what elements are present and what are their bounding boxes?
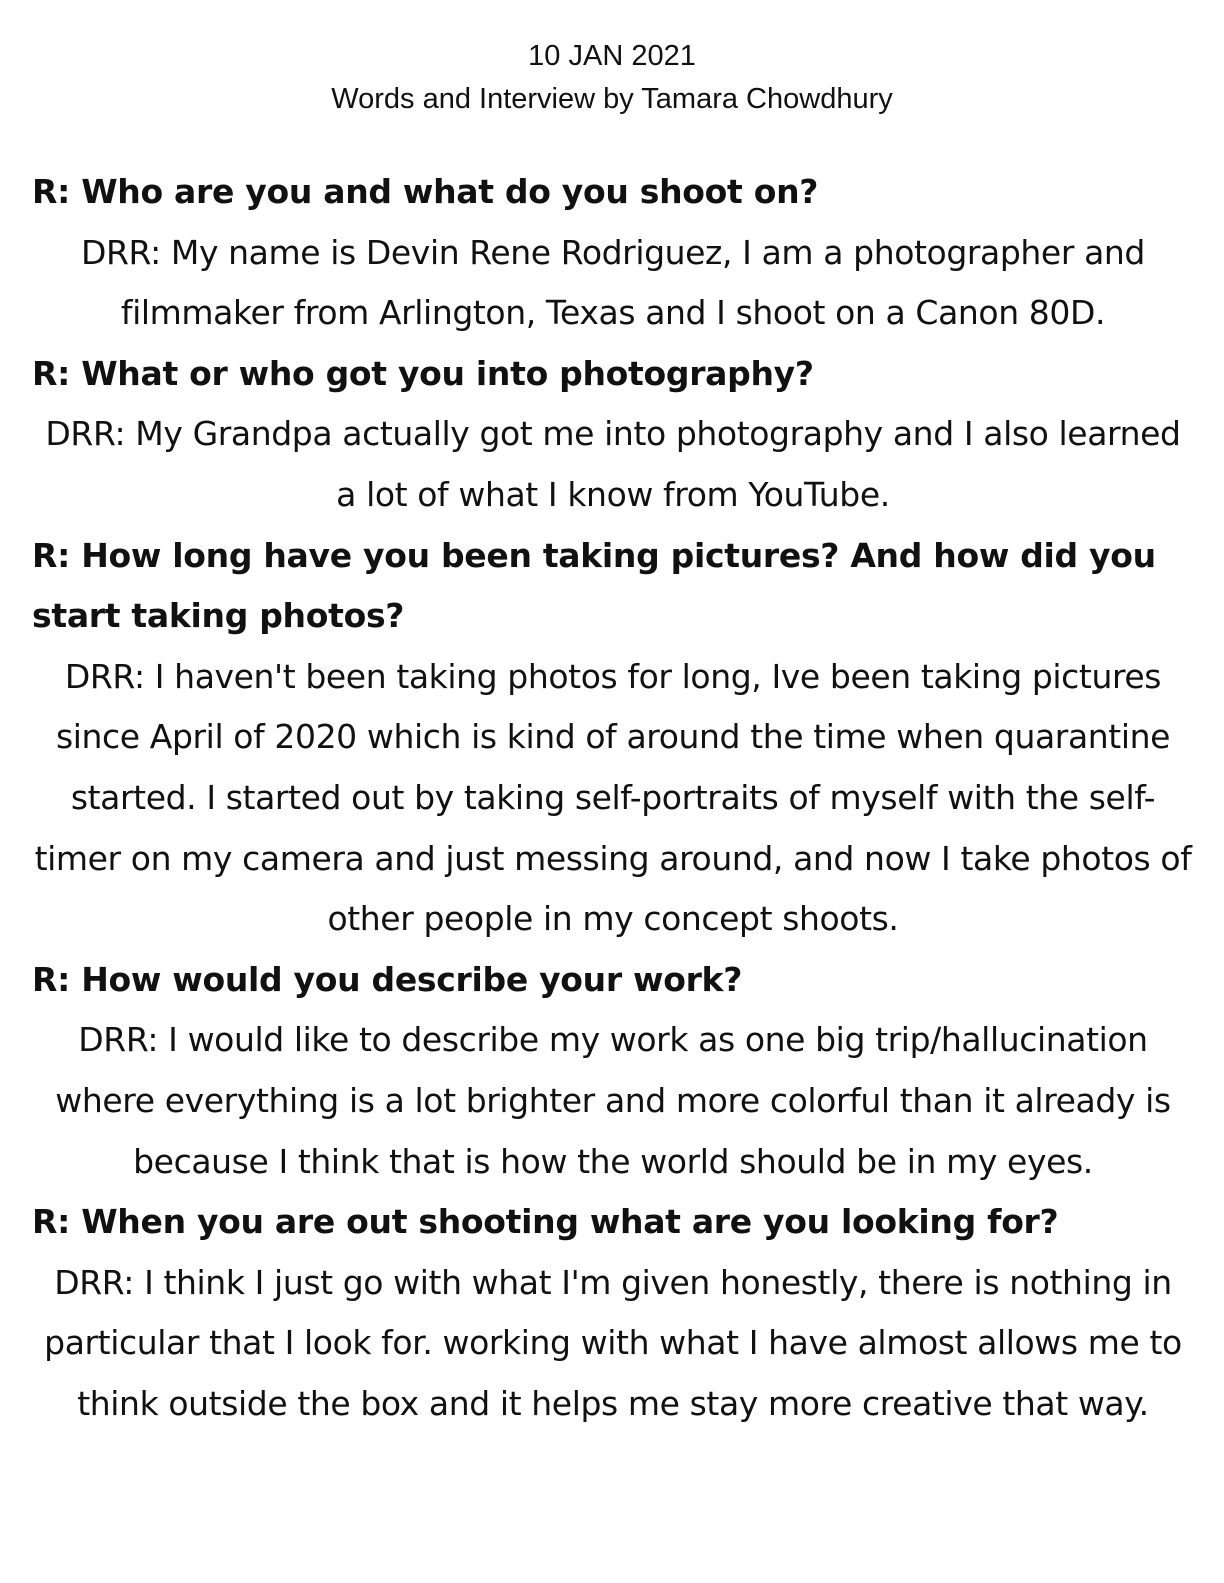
byline: Words and Interview by Tamara Chowdhury: [331, 83, 893, 115]
question-1: R: Who are you and what do you shoot on?: [32, 172, 819, 211]
question-5: R: When you are out shooting what are you looking for?: [32, 1202, 1059, 1242]
answer-3: DRR: I haven't been taking photos for long, Ive been taking pictures since April of 2020 which is kind of around the time when quarantine started. I started out by taking self-portraits of myself with the self-timer on my camera and just messing around, and now I take photos of other people in my concept shoots.: [34, 656, 1192, 939]
answer-4: DRR: I would like to describe my work as one big trip/hallucination where everything is a lot brighter and more colorful than it already is because I think that is how the world should be in my eyes.: [55, 1020, 1171, 1181]
question-4: R: How would you describe your work?: [32, 959, 743, 999]
answer-5: DRR: I think I just go with what I'm given honestly, there is nothing in particular that I look for. working with what I have almost allows me to think outside the box and it helps me stay more creative that way.: [44, 1262, 1182, 1423]
question-2: R: What or who got you into photography?: [32, 353, 814, 393]
answer-1: DRR: My name is Devin Rene Rodriguez, I am a photographer and filmmaker from Arlington, Texas and I shoot on a Canon 80D.: [81, 232, 1145, 333]
answer-2: DRR: My Grandpa actually got me into photography and I also learned a lot of what I know from YouTube.: [45, 414, 1181, 514]
question-3: R: How long have you been taking pictures? And how did you start taking photos?: [32, 535, 1156, 636]
interview-body: [32, 162, 1194, 1434]
publish-date: 10 JAN 2021: [528, 40, 696, 72]
